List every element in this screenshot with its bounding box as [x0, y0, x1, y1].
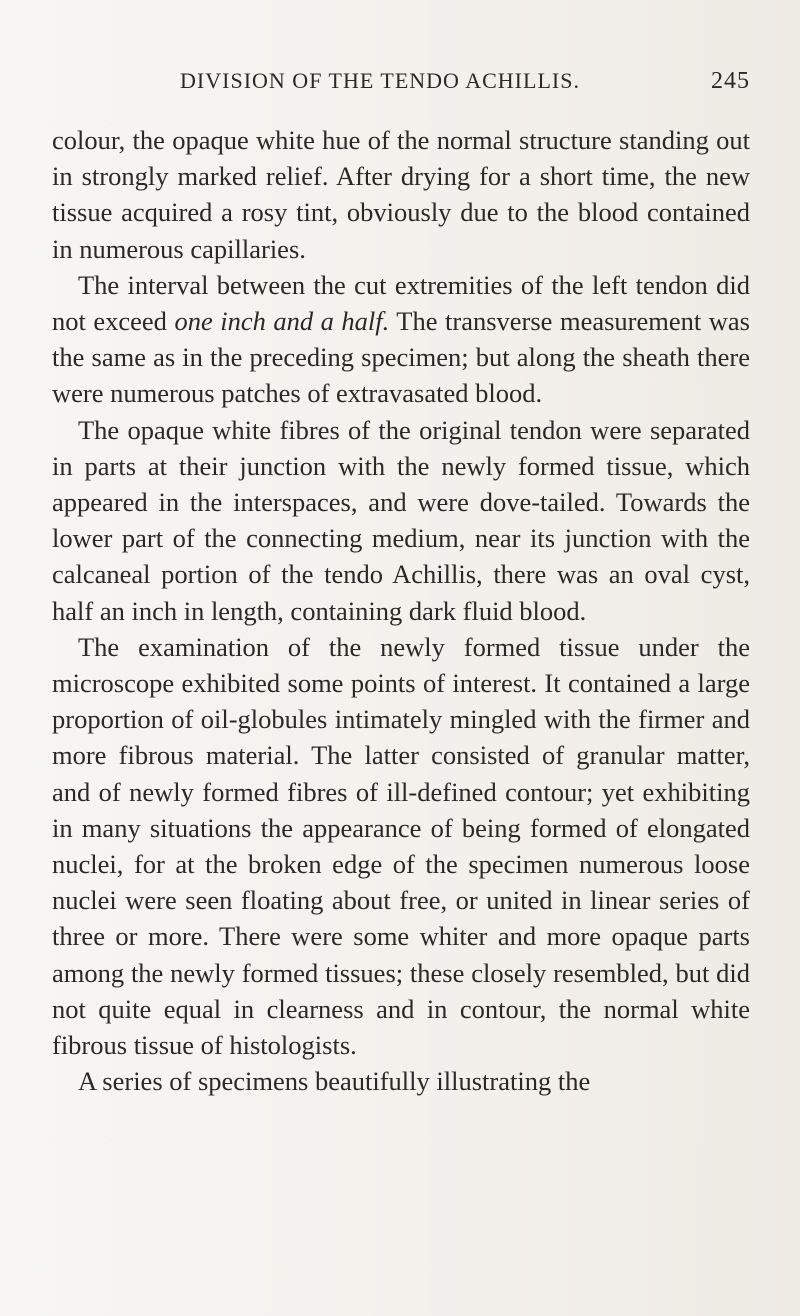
paragraph-3-text: The opaque white fibres of the original tendon were separated in parts at their junction with the newly formed tissue, which appeared in the interspaces, and were dove-tailed. Towards the lower part of the connecting medium, near its junction with the calcaneal portion of the tendo Achillis, there was an oval cyst, half an inch in length, containing dark fluid blood.: [52, 414, 750, 626]
paragraph-1-text: colour, the opaque white hue of the normal structure standing out in strongly marked relief. After drying for a short time, the new tissue acquired a rosy tint, obviously due to the blood contained in numerous capillaries.: [52, 125, 750, 264]
paragraph-2-italic-measure: one inch and a half.: [174, 306, 390, 337]
paragraph-5-text: A series of specimens beautifully illustrating the: [78, 1066, 591, 1097]
paragraph-2: [52, 267, 750, 412]
body-text: [52, 122, 750, 1099]
paragraph-1: [52, 122, 750, 267]
paragraph-4-text: The examination of the newly formed tissue under the microscope exhibited some points of interest. It contained a large proportion of oil-globules intimately mingled with the firmer and more fibrous material. The latter consisted of granular matter, and of newly formed fibres of ill-defined contour; yet exhibiting in many situations the appearance of being formed of elongated nuclei, for at the broken edge of the specimen numerous loose nuclei were seen floating about free, or united in linear series of three or more. There were some whiter and more opaque parts among the newly formed tissues; these closely resembled, but did not quite equal in clearness and in contour, the normal white fibrous tissue of histologists.: [52, 631, 750, 1061]
paragraph-2-text-end: The transverse measurement was the same as in the preceding specimen; but along the sheath there were numerous patches of extravasated blood.: [52, 306, 750, 409]
paragraph-4: [52, 629, 750, 1063]
running-title: DIVISION OF THE TENDO ACHILLIS.: [180, 68, 580, 93]
paragraph-5: [52, 1063, 750, 1099]
paragraph-3: [52, 412, 750, 629]
paragraph-2-text-start: The interval between the cut extremities of the left tendon did not exceed: [52, 269, 750, 337]
running-head: [52, 64, 750, 104]
page-number: 245: [711, 68, 750, 94]
